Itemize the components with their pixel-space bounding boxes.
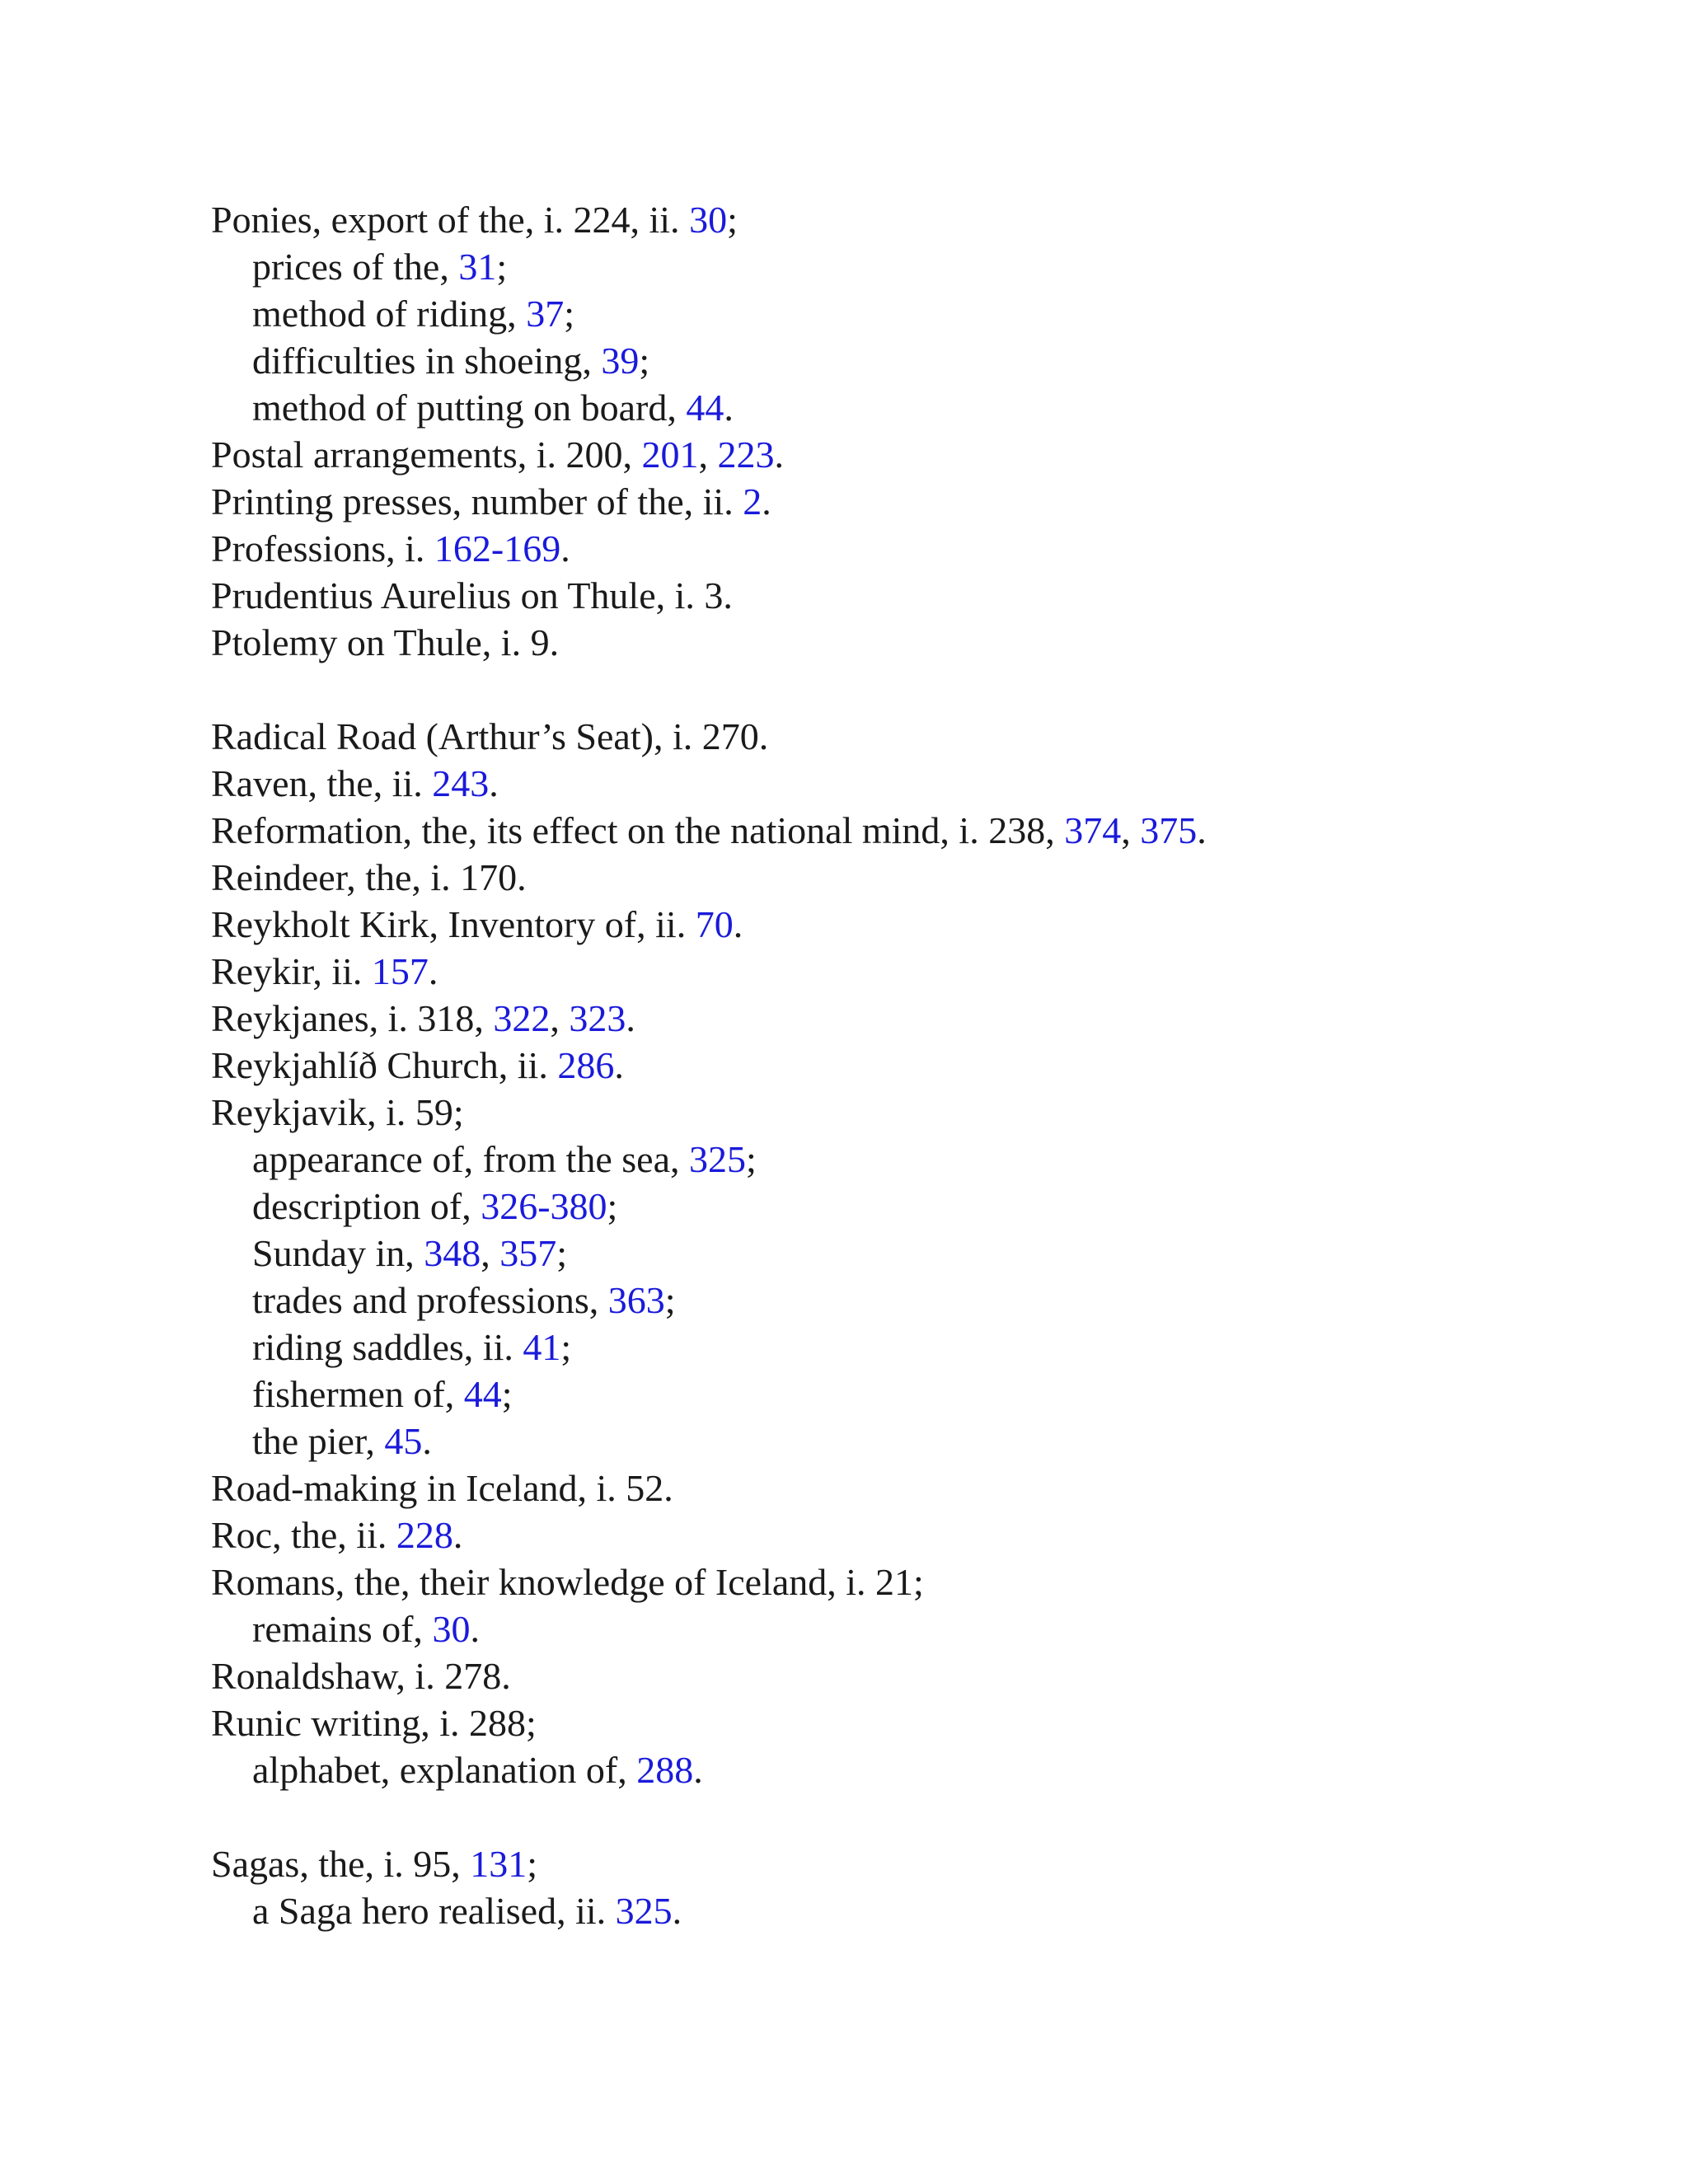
entry-text: .: [422, 1420, 432, 1462]
index-subentry: [211, 243, 1612, 290]
page-link[interactable]: 131: [470, 1843, 528, 1885]
index-entry: [211, 431, 1612, 478]
entry-text: Reformation, the, its effect on the national mind, i. 238,: [211, 809, 1065, 851]
index-entry: [211, 1652, 1612, 1699]
entry-text: ;: [556, 1232, 568, 1274]
entry-text: Roc, the, ii.: [211, 1514, 396, 1556]
entry-text: method of putting on board,: [252, 387, 687, 429]
index-list: [211, 196, 1612, 1934]
entry-text: prices of the,: [252, 246, 459, 288]
entry-text: description of,: [252, 1185, 481, 1227]
page-link[interactable]: 2: [743, 480, 762, 523]
entry-text: ;: [727, 199, 738, 241]
entry-text: Runic writing, i. 288;: [211, 1702, 537, 1744]
entry-text: .: [560, 527, 570, 569]
index-entry: [211, 1042, 1612, 1089]
index-subentry: [211, 1136, 1612, 1183]
entry-text: .: [452, 1514, 463, 1556]
entry-text: ,: [698, 434, 718, 476]
page-link[interactable]: 243: [432, 762, 490, 804]
entry-text: Romans, the, their knowledge of Iceland, i. 21;: [211, 1561, 924, 1603]
index-entry: [211, 619, 1612, 666]
index-entry: [211, 196, 1612, 243]
entry-text: difficulties in shoeing,: [252, 340, 602, 382]
entry-text: Ponies, export of the, i. 224, ii.: [211, 199, 690, 241]
entry-text: ;: [664, 1279, 676, 1321]
index-subentry: [211, 1324, 1612, 1371]
entry-text: ,: [481, 1232, 500, 1274]
index-entry: [211, 760, 1612, 807]
index-subentry: [211, 1230, 1612, 1277]
entry-text: Professions, i.: [211, 527, 434, 569]
entry-text: Reykjahlíð Church, ii.: [211, 1044, 558, 1086]
entry-text: Reykholt Kirk, Inventory of, ii.: [211, 903, 696, 945]
index-entry: [211, 807, 1612, 854]
entry-text: ;: [560, 1326, 572, 1368]
entry-text: Postal arrangements, i. 200,: [211, 434, 642, 476]
entry-text: .: [672, 1890, 682, 1932]
page-link[interactable]: 44: [463, 1373, 502, 1415]
section-gap: [211, 666, 1612, 713]
index-subentry: [211, 337, 1612, 384]
index-subentry: [211, 290, 1612, 337]
page-link[interactable]: 348: [424, 1232, 481, 1274]
index-entry: [211, 995, 1612, 1042]
entry-text: .: [774, 434, 785, 476]
index-entry: [211, 1840, 1612, 1887]
entry-text: ;: [501, 1373, 513, 1415]
entry-text: Reykjanes, i. 318,: [211, 997, 494, 1039]
entry-text: ;: [564, 293, 574, 335]
entry-text: Reykjavik, i. 59;: [211, 1091, 464, 1133]
entry-text: .: [428, 950, 438, 992]
entry-text: trades and professions,: [252, 1279, 608, 1321]
page-link[interactable]: 41: [523, 1326, 561, 1368]
index-entry: [211, 854, 1612, 901]
page-link[interactable]: 70: [695, 903, 734, 945]
entry-text: ,: [1121, 809, 1141, 851]
page-link[interactable]: 357: [499, 1232, 557, 1274]
index-subentry: [211, 1887, 1612, 1934]
index-entry: [211, 1699, 1612, 1746]
page-link[interactable]: 45: [384, 1420, 423, 1462]
entry-text: ;: [746, 1138, 757, 1180]
index-entry: [211, 525, 1612, 572]
index-entry: [211, 572, 1612, 619]
entry-text: .: [489, 762, 499, 804]
page-link[interactable]: 39: [601, 340, 640, 382]
index-subentry: [211, 1183, 1612, 1230]
entry-text: method of riding,: [252, 293, 527, 335]
index-entry: [211, 478, 1612, 525]
entry-text: ;: [607, 1185, 618, 1227]
entry-text: remains of,: [252, 1608, 433, 1650]
entry-text: .: [762, 480, 771, 523]
index-subentry: [211, 1277, 1612, 1324]
page-link[interactable]: 223: [717, 434, 775, 476]
index-entry: [211, 1089, 1612, 1136]
page-link[interactable]: 322: [493, 997, 551, 1039]
entry-text: alphabet, explanation of,: [252, 1749, 637, 1791]
entry-text: ;: [639, 340, 650, 382]
page-link[interactable]: 30: [432, 1608, 471, 1650]
page-link[interactable]: 374: [1064, 809, 1122, 851]
entry-text: Road-making in Iceland, i. 52.: [211, 1467, 673, 1509]
entry-text: Reykir, ii.: [211, 950, 372, 992]
page-link[interactable]: 30: [689, 199, 728, 241]
index-subentry: [211, 1371, 1612, 1418]
page-link[interactable]: 31: [458, 246, 497, 288]
index-subentry: [211, 1418, 1612, 1465]
index-subentry: [211, 1746, 1612, 1793]
index-entry: [211, 1511, 1612, 1558]
entry-text: ;: [496, 246, 508, 288]
index-subentry: [211, 384, 1612, 431]
page-link[interactable]: 288: [636, 1749, 694, 1791]
page-link[interactable]: 325: [689, 1138, 746, 1180]
entry-text: Printing presses, number of the, ii.: [211, 480, 743, 523]
entry-text: Prudentius Aurelius on Thule, i. 3.: [211, 574, 733, 616]
index-entry: [211, 1558, 1612, 1605]
index-entry: [211, 713, 1612, 760]
section-gap: [211, 1793, 1612, 1840]
entry-text: a Saga hero realised, ii.: [252, 1890, 616, 1932]
index-entry: [211, 901, 1612, 948]
entry-text: fishermen of,: [252, 1373, 464, 1415]
entry-text: Radical Road (Arthur’s Seat), i. 270.: [211, 715, 769, 757]
page-link[interactable]: 363: [607, 1279, 665, 1321]
page-link[interactable]: 325: [615, 1890, 673, 1932]
entry-text: Sunday in,: [252, 1232, 424, 1274]
entry-text: the pier,: [252, 1420, 385, 1462]
entry-text: Ronaldshaw, i. 278.: [211, 1655, 511, 1697]
page-link[interactable]: 326-380: [481, 1185, 607, 1227]
entry-text: ,: [550, 997, 570, 1039]
page-link[interactable]: 228: [396, 1514, 453, 1556]
entry-text: Raven, the, ii.: [211, 762, 433, 804]
page-link[interactable]: 44: [686, 387, 724, 429]
entry-text: appearance of, from the sea,: [252, 1138, 689, 1180]
page-link[interactable]: 201: [641, 434, 699, 476]
entry-text: .: [626, 997, 635, 1039]
page-link[interactable]: 375: [1140, 809, 1198, 851]
index-entry: [211, 948, 1612, 995]
entry-text: Sagas, the, i. 95,: [211, 1843, 471, 1885]
entry-text: riding saddles, ii.: [252, 1326, 523, 1368]
page-link[interactable]: 37: [526, 293, 565, 335]
entry-text: Reindeer, the, i. 170.: [211, 856, 527, 898]
page-link[interactable]: 157: [371, 950, 429, 992]
index-subentry: [211, 1605, 1612, 1652]
index-entry: [211, 1465, 1612, 1511]
entry-text: .: [724, 387, 734, 429]
entry-text: Ptolemy on Thule, i. 9.: [211, 621, 560, 663]
entry-text: ;: [527, 1843, 538, 1885]
entry-text: .: [733, 903, 743, 945]
page-link[interactable]: 162-169: [434, 527, 561, 569]
entry-text: .: [693, 1749, 703, 1791]
page-link[interactable]: 323: [569, 997, 626, 1039]
entry-text: .: [1197, 809, 1207, 851]
page-link[interactable]: 286: [557, 1044, 615, 1086]
entry-text: .: [614, 1044, 624, 1086]
entry-text: .: [470, 1608, 480, 1650]
